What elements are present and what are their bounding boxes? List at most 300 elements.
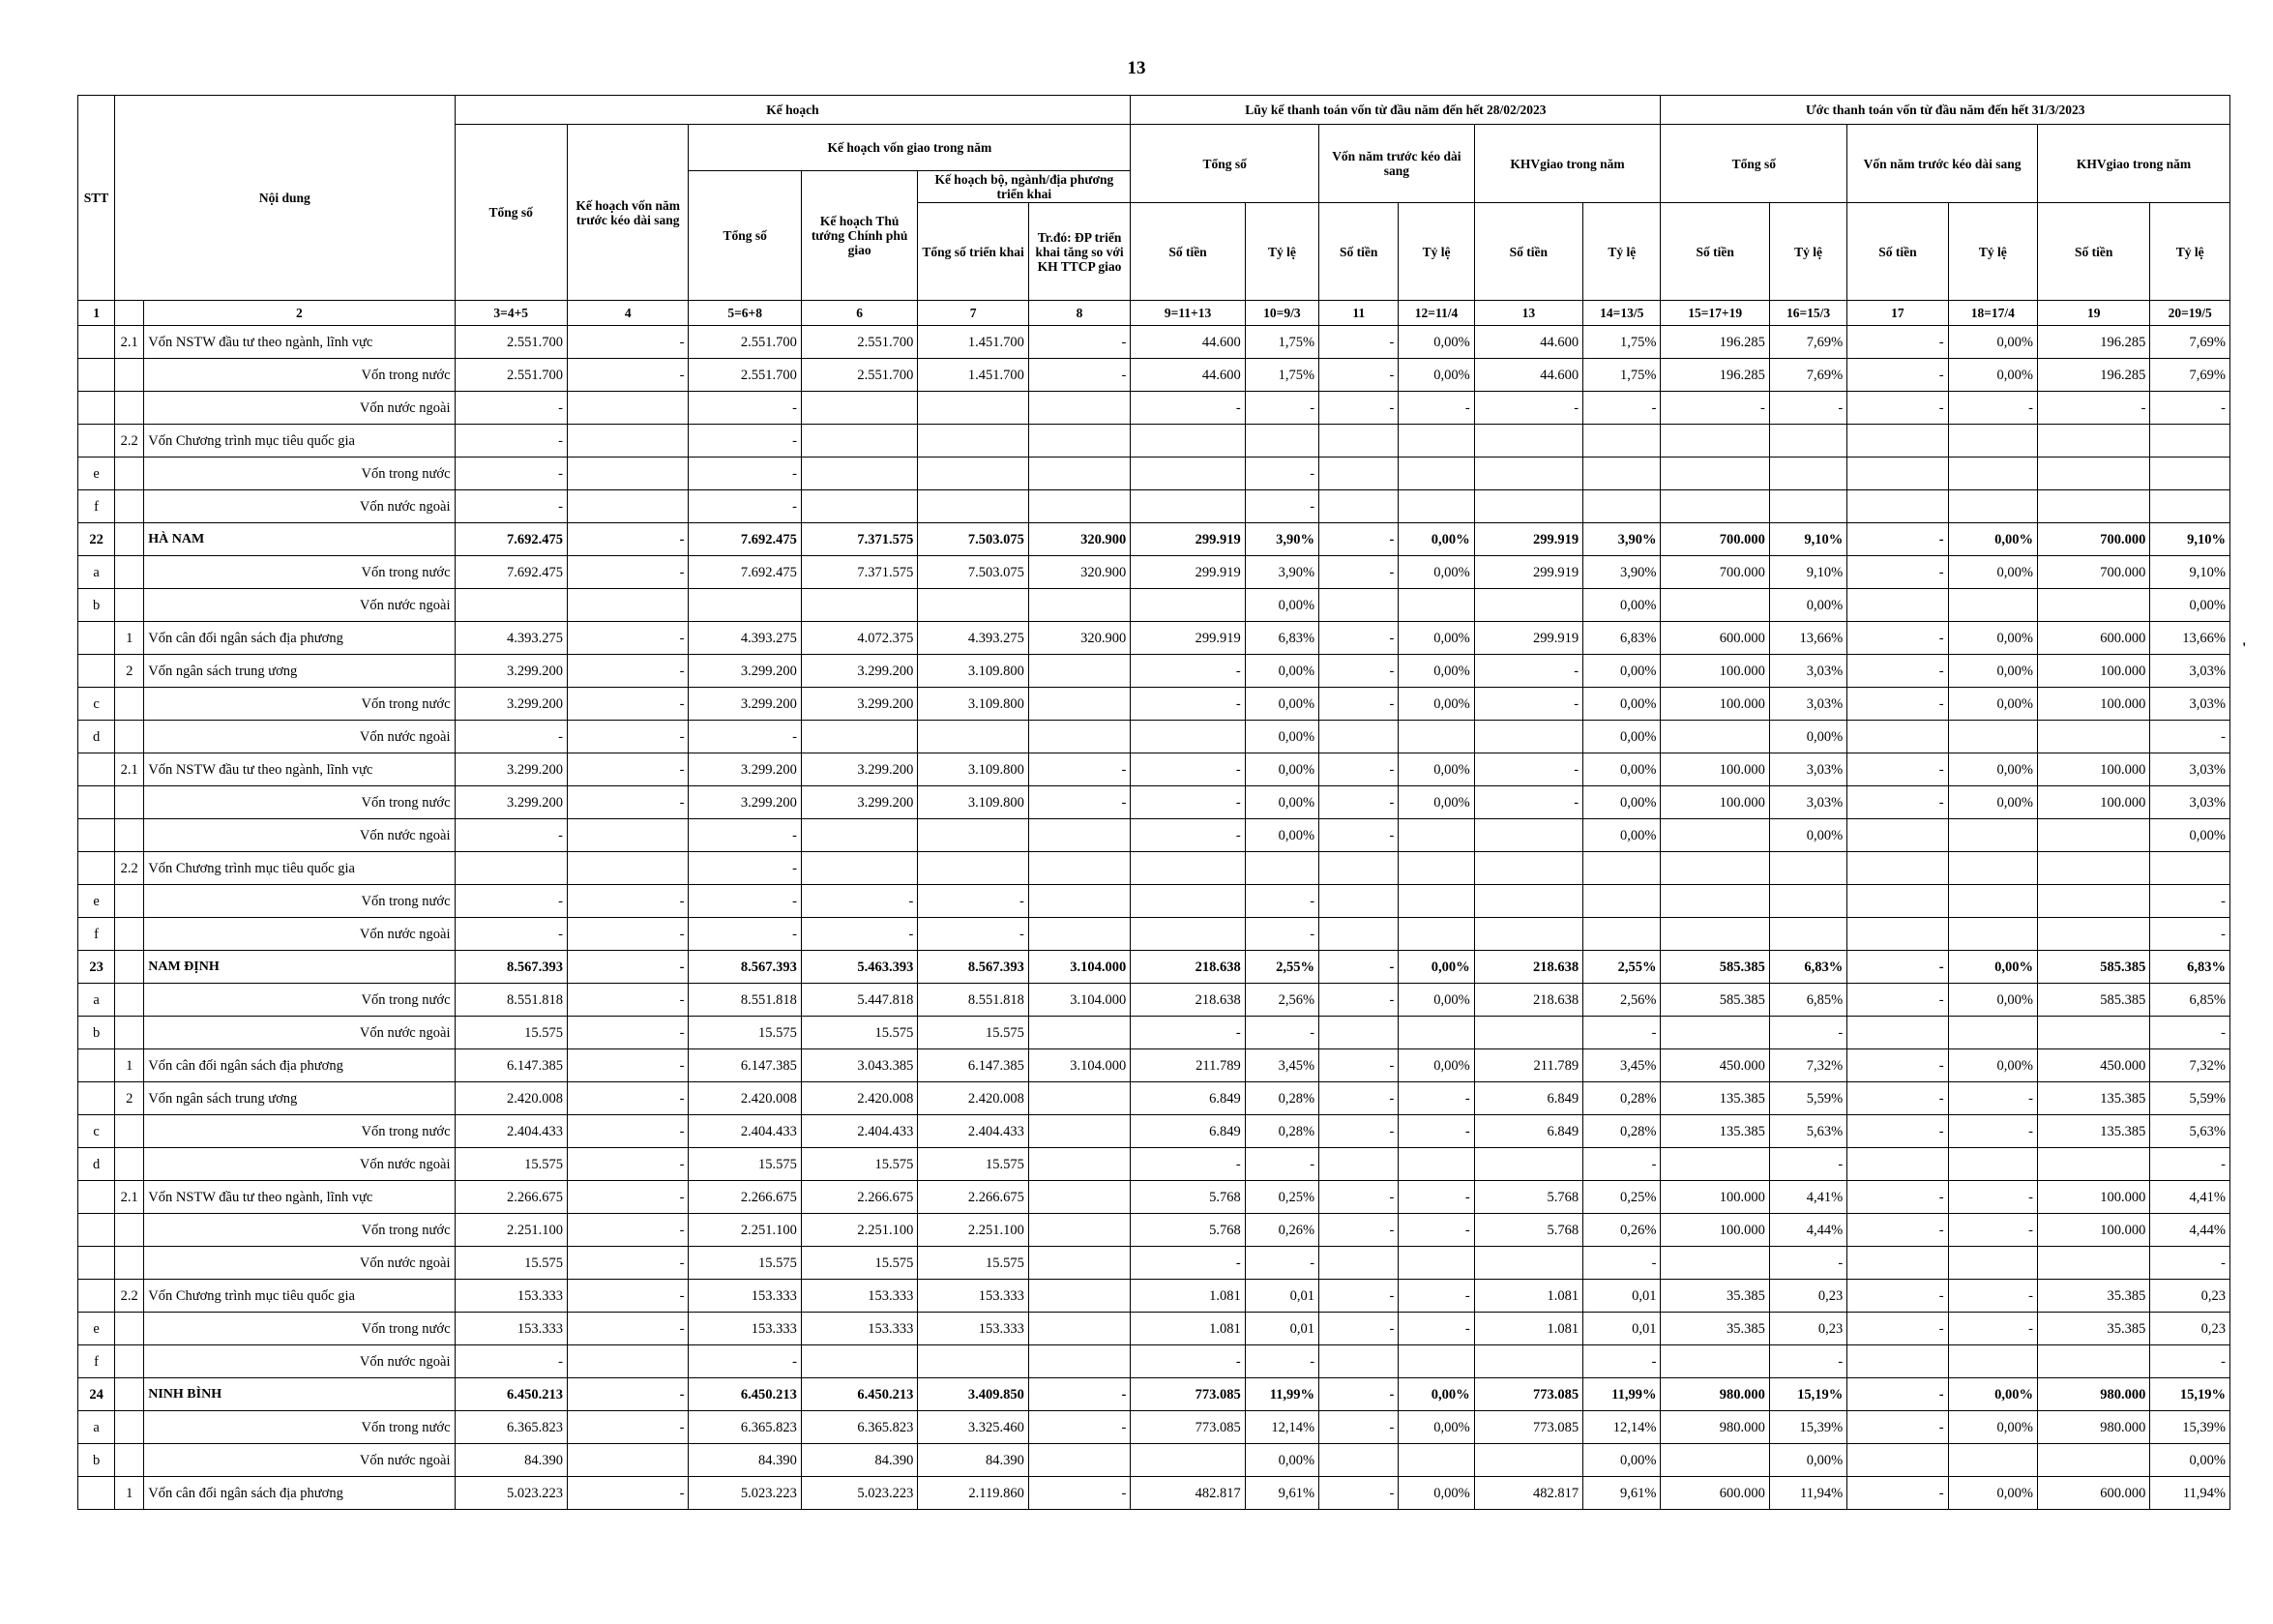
stt-cell xyxy=(78,852,115,885)
value-cell xyxy=(1028,1082,1130,1115)
value-cell: - xyxy=(2150,1148,2230,1181)
value-cell: - xyxy=(567,1411,688,1444)
value-cell: 2.420.008 xyxy=(455,1082,567,1115)
value-cell: - xyxy=(1769,1247,1846,1280)
value-cell: 15,19% xyxy=(2150,1378,2230,1411)
stt-cell xyxy=(78,819,115,852)
value-cell xyxy=(2150,490,2230,523)
value-cell xyxy=(1399,1148,1474,1181)
value-cell: - xyxy=(1319,984,1399,1017)
value-cell: 6.365.823 xyxy=(455,1411,567,1444)
value-cell: - xyxy=(1028,1477,1130,1510)
value-cell: 0,00% xyxy=(1948,1049,2037,1082)
value-cell: 773.085 xyxy=(1131,1411,1245,1444)
value-cell: - xyxy=(1847,1181,1948,1214)
value-cell: - xyxy=(1399,392,1474,425)
value-cell: 7.692.475 xyxy=(689,523,801,556)
table-row xyxy=(78,1247,2230,1280)
value-cell: 2.404.433 xyxy=(689,1115,801,1148)
value-cell: 1,75% xyxy=(1583,359,1661,392)
value-cell xyxy=(1319,1148,1399,1181)
value-cell: 0,00% xyxy=(2150,819,2230,852)
column-index-cell: 7 xyxy=(918,301,1028,326)
province-row xyxy=(78,951,2230,984)
value-cell: 12,14% xyxy=(1245,1411,1318,1444)
value-cell xyxy=(1028,1214,1130,1247)
value-cell: 5.023.223 xyxy=(689,1477,801,1510)
value-cell: 0,00% xyxy=(1245,1444,1318,1477)
value-cell: - xyxy=(689,819,801,852)
value-cell: - xyxy=(567,1378,688,1411)
value-cell: 44.600 xyxy=(1474,326,1582,359)
value-cell: 11,99% xyxy=(1245,1378,1318,1411)
value-cell xyxy=(1399,490,1474,523)
header-kh-von-nam-truoc: Kế hoạch vốn năm trước kéo dài sang xyxy=(567,125,688,301)
stt-cell xyxy=(78,1247,115,1280)
value-cell: - xyxy=(1319,556,1399,589)
content-cell: Vốn trong nước xyxy=(144,556,455,589)
table-row xyxy=(78,1181,2230,1214)
value-cell: - xyxy=(1847,392,1948,425)
value-cell: 4.393.275 xyxy=(918,622,1028,655)
content-cell: Vốn trong nước xyxy=(144,359,455,392)
value-cell: - xyxy=(689,852,801,885)
table-row xyxy=(78,1214,2230,1247)
value-cell: 450.000 xyxy=(1661,1049,1769,1082)
value-cell xyxy=(801,490,917,523)
value-cell: 0,00% xyxy=(1245,819,1318,852)
table-row xyxy=(78,425,2230,458)
table-row xyxy=(78,1444,2230,1477)
table-row xyxy=(78,392,2230,425)
value-cell: 6.147.385 xyxy=(689,1049,801,1082)
stt-cell: 22 xyxy=(78,523,115,556)
value-cell xyxy=(1769,425,1846,458)
content-cell: Vốn nước ngoài xyxy=(144,1345,455,1378)
value-cell xyxy=(918,819,1028,852)
stt-cell xyxy=(78,1049,115,1082)
value-cell: - xyxy=(1847,556,1948,589)
value-cell: 15.575 xyxy=(918,1247,1028,1280)
value-cell xyxy=(1028,1444,1130,1477)
value-cell: 0,00% xyxy=(1399,951,1474,984)
value-cell: - xyxy=(1319,1049,1399,1082)
value-cell: 0,00% xyxy=(1583,589,1661,622)
value-cell: 5,59% xyxy=(1769,1082,1846,1115)
value-cell: 0,00% xyxy=(1245,721,1318,753)
value-cell: - xyxy=(1847,1477,1948,1510)
value-cell xyxy=(801,721,917,753)
content-cell: Vốn ngân sách trung ương xyxy=(144,655,455,688)
value-cell: - xyxy=(1319,786,1399,819)
value-cell: 35.385 xyxy=(1661,1280,1769,1313)
value-cell: 9,61% xyxy=(1583,1477,1661,1510)
value-cell: 100.000 xyxy=(2037,655,2149,688)
value-cell: 3,45% xyxy=(1583,1049,1661,1082)
value-cell xyxy=(1661,490,1769,523)
value-cell: 7,69% xyxy=(1769,359,1846,392)
value-cell: 100.000 xyxy=(1661,655,1769,688)
value-cell xyxy=(1661,458,1769,490)
value-cell xyxy=(1661,1444,1769,1477)
value-cell xyxy=(2037,425,2149,458)
value-cell: 9,10% xyxy=(1769,523,1846,556)
value-cell xyxy=(567,458,688,490)
sub-index-cell xyxy=(115,523,144,556)
value-cell: 6.849 xyxy=(1474,1115,1582,1148)
value-cell: 0,00% xyxy=(1399,1411,1474,1444)
value-cell xyxy=(918,425,1028,458)
value-cell xyxy=(1948,425,2037,458)
sub-index-cell xyxy=(115,918,144,951)
header-uoc-so-tien-2: Số tiền xyxy=(1847,203,1948,301)
header-luy-ke: Lũy kế thanh toán vốn từ đầu năm đến hết 28/02/2023 xyxy=(1131,96,1661,125)
value-cell: - xyxy=(689,1345,801,1378)
value-cell xyxy=(1847,1247,1948,1280)
value-cell: - xyxy=(689,918,801,951)
value-cell: 585.385 xyxy=(2037,951,2149,984)
value-cell: 0,00% xyxy=(1948,951,2037,984)
value-cell: - xyxy=(1131,1345,1245,1378)
header-uoc-von-nam-truoc: Vốn năm trước kéo dài sang xyxy=(1847,125,2038,203)
table-row xyxy=(78,458,2230,490)
value-cell: - xyxy=(1769,392,1846,425)
value-cell: 3,03% xyxy=(1769,753,1846,786)
value-cell: - xyxy=(1399,1115,1474,1148)
value-cell: 2.420.008 xyxy=(689,1082,801,1115)
value-cell: - xyxy=(1474,392,1582,425)
value-cell: 5.023.223 xyxy=(455,1477,567,1510)
value-cell: 0,00% xyxy=(1769,589,1846,622)
value-cell: 2,55% xyxy=(1245,951,1318,984)
value-cell xyxy=(918,721,1028,753)
value-cell xyxy=(1319,852,1399,885)
value-cell xyxy=(1474,589,1582,622)
value-cell: 7,32% xyxy=(1769,1049,1846,1082)
value-cell: - xyxy=(567,951,688,984)
column-index-cell: 12=11/4 xyxy=(1399,301,1474,326)
value-cell xyxy=(1028,1148,1130,1181)
value-cell: - xyxy=(567,556,688,589)
value-cell: 0,00% xyxy=(1399,655,1474,688)
value-cell: - xyxy=(1028,359,1130,392)
value-cell: - xyxy=(2150,721,2230,753)
stt-cell: c xyxy=(78,688,115,721)
value-cell xyxy=(2037,1444,2149,1477)
stt-cell: 24 xyxy=(78,1378,115,1411)
value-cell: 4.393.275 xyxy=(455,622,567,655)
value-cell xyxy=(2037,1247,2149,1280)
value-cell: 0,01 xyxy=(1583,1280,1661,1313)
sub-index-cell xyxy=(115,1345,144,1378)
value-cell xyxy=(918,589,1028,622)
value-cell xyxy=(2037,852,2149,885)
table-row xyxy=(78,655,2230,688)
value-cell xyxy=(1319,918,1399,951)
value-cell: 0,00% xyxy=(2150,1444,2230,1477)
table-row xyxy=(78,1313,2230,1345)
value-cell xyxy=(567,1345,688,1378)
header-uoc-thanh-toan: Ước thanh toán vốn từ đầu năm đến hết 31/3/2023 xyxy=(1661,96,2230,125)
value-cell xyxy=(1948,589,2037,622)
value-cell: 773.085 xyxy=(1474,1378,1582,1411)
stt-cell xyxy=(78,622,115,655)
value-cell xyxy=(1474,852,1582,885)
value-cell: - xyxy=(567,1082,688,1115)
value-cell: 6.450.213 xyxy=(455,1378,567,1411)
value-cell: 1.081 xyxy=(1131,1313,1245,1345)
value-cell: - xyxy=(1847,1082,1948,1115)
value-cell: 1.081 xyxy=(1131,1280,1245,1313)
column-index-cell: 9=11+13 xyxy=(1131,301,1245,326)
value-cell: 8.551.818 xyxy=(689,984,801,1017)
value-cell: 100.000 xyxy=(2037,1181,2149,1214)
value-cell: 15.575 xyxy=(689,1017,801,1049)
sub-index-cell: 2.1 xyxy=(115,326,144,359)
value-cell xyxy=(1399,1444,1474,1477)
value-cell: - xyxy=(567,885,688,918)
value-cell xyxy=(1028,490,1130,523)
table-row xyxy=(78,1115,2230,1148)
value-cell: - xyxy=(689,490,801,523)
value-cell xyxy=(1847,721,1948,753)
header-kh-tong-so: Tổng số xyxy=(455,125,567,301)
value-cell: - xyxy=(567,622,688,655)
value-cell: 153.333 xyxy=(801,1280,917,1313)
value-cell: 3,90% xyxy=(1245,523,1318,556)
value-cell: - xyxy=(1319,1181,1399,1214)
value-cell: 100.000 xyxy=(1661,688,1769,721)
stt-cell: f xyxy=(78,918,115,951)
value-cell: 3.299.200 xyxy=(801,688,917,721)
value-cell: - xyxy=(1474,688,1582,721)
value-cell: 7,69% xyxy=(2150,359,2230,392)
value-cell xyxy=(1399,1017,1474,1049)
sub-index-cell xyxy=(115,1444,144,1477)
value-cell: 585.385 xyxy=(1661,951,1769,984)
value-cell: - xyxy=(1319,688,1399,721)
stt-cell: a xyxy=(78,556,115,589)
value-cell: 84.390 xyxy=(689,1444,801,1477)
sub-index-cell: 1 xyxy=(115,622,144,655)
value-cell: 3.104.000 xyxy=(1028,951,1130,984)
value-cell: 2.266.675 xyxy=(689,1181,801,1214)
table-row xyxy=(78,359,2230,392)
value-cell: 0,00% xyxy=(1583,1444,1661,1477)
value-cell xyxy=(1661,1148,1769,1181)
value-cell xyxy=(2037,885,2149,918)
value-cell: - xyxy=(1399,1313,1474,1345)
value-cell: 7.692.475 xyxy=(455,523,567,556)
value-cell: 3.299.200 xyxy=(455,688,567,721)
value-cell: - xyxy=(1245,1148,1318,1181)
value-cell: 11,94% xyxy=(2150,1477,2230,1510)
header-uoc-khv-giao: KHVgiao trong năm xyxy=(2037,125,2229,203)
value-cell: 0,00% xyxy=(1948,326,2037,359)
value-cell: - xyxy=(1028,1378,1130,1411)
stt-cell: 23 xyxy=(78,951,115,984)
value-cell xyxy=(567,392,688,425)
value-cell xyxy=(1769,458,1846,490)
value-cell: 0,00% xyxy=(1948,786,2037,819)
value-cell: - xyxy=(1131,1017,1245,1049)
value-cell: 15.575 xyxy=(455,1247,567,1280)
value-cell: 7.692.475 xyxy=(689,556,801,589)
value-cell: 5.447.818 xyxy=(801,984,917,1017)
value-cell: 3,03% xyxy=(2150,688,2230,721)
content-cell: NAM ĐỊNH xyxy=(144,951,455,984)
value-cell xyxy=(1399,885,1474,918)
value-cell: - xyxy=(1131,392,1245,425)
value-cell xyxy=(1583,918,1661,951)
value-cell xyxy=(1319,885,1399,918)
value-cell xyxy=(567,1444,688,1477)
header-uoc-ty-le-1: Tỷ lệ xyxy=(1769,203,1846,301)
value-cell: 15.575 xyxy=(689,1148,801,1181)
value-cell: - xyxy=(1769,1017,1846,1049)
value-cell: 2.404.433 xyxy=(918,1115,1028,1148)
value-cell: 1.451.700 xyxy=(918,359,1028,392)
value-cell xyxy=(918,852,1028,885)
value-cell: - xyxy=(918,885,1028,918)
value-cell: 8.551.818 xyxy=(455,984,567,1017)
content-cell: Vốn ngân sách trung ương xyxy=(144,1082,455,1115)
table-row xyxy=(78,490,2230,523)
value-cell xyxy=(1474,721,1582,753)
value-cell xyxy=(1847,490,1948,523)
value-cell: 0,26% xyxy=(1583,1214,1661,1247)
value-cell: 15.575 xyxy=(455,1017,567,1049)
value-cell: - xyxy=(1245,392,1318,425)
value-cell xyxy=(1474,918,1582,951)
value-cell: - xyxy=(1131,1148,1245,1181)
value-cell: 0,00% xyxy=(1769,721,1846,753)
value-cell xyxy=(1245,852,1318,885)
value-cell xyxy=(1131,721,1245,753)
value-cell xyxy=(567,490,688,523)
value-cell: - xyxy=(1847,688,1948,721)
province-row xyxy=(78,523,2230,556)
value-cell xyxy=(689,589,801,622)
value-cell xyxy=(1948,1247,2037,1280)
content-cell: Vốn trong nước xyxy=(144,984,455,1017)
value-cell xyxy=(1474,885,1582,918)
value-cell xyxy=(1948,1444,2037,1477)
value-cell: 2.266.675 xyxy=(801,1181,917,1214)
value-cell: - xyxy=(1245,1345,1318,1378)
content-cell: Vốn nước ngoài xyxy=(144,1247,455,1280)
value-cell: 1,75% xyxy=(1245,326,1318,359)
value-cell: 2.551.700 xyxy=(455,359,567,392)
value-cell: - xyxy=(455,392,567,425)
value-cell: 3,03% xyxy=(1769,786,1846,819)
content-cell: Vốn cân đối ngân sách địa phương xyxy=(144,1477,455,1510)
stt-cell: a xyxy=(78,1411,115,1444)
value-cell xyxy=(1583,852,1661,885)
value-cell: - xyxy=(1319,326,1399,359)
value-cell xyxy=(1847,918,1948,951)
value-cell: - xyxy=(455,490,567,523)
value-cell xyxy=(1661,885,1769,918)
value-cell: 0,00% xyxy=(1399,753,1474,786)
stt-cell: d xyxy=(78,1148,115,1181)
value-cell xyxy=(1028,458,1130,490)
edge-mark: ' xyxy=(2242,640,2247,657)
sub-index-cell: 2.1 xyxy=(115,1181,144,1214)
value-cell: 44.600 xyxy=(1131,326,1245,359)
table-row xyxy=(78,1082,2230,1115)
value-cell: 3.299.200 xyxy=(801,786,917,819)
value-cell: 211.789 xyxy=(1474,1049,1582,1082)
stt-cell xyxy=(78,753,115,786)
value-cell xyxy=(1028,1017,1130,1049)
value-cell: - xyxy=(567,1115,688,1148)
value-cell: 5.768 xyxy=(1131,1181,1245,1214)
value-cell xyxy=(1847,819,1948,852)
header-ke-hoach: Kế hoạch xyxy=(455,96,1131,125)
value-cell: 3.109.800 xyxy=(918,786,1028,819)
stt-cell xyxy=(78,1181,115,1214)
value-cell: - xyxy=(1131,753,1245,786)
value-cell: 1,75% xyxy=(1583,326,1661,359)
value-cell xyxy=(918,392,1028,425)
value-cell: - xyxy=(567,326,688,359)
value-cell xyxy=(1319,721,1399,753)
value-cell xyxy=(1131,1444,1245,1477)
value-cell xyxy=(1319,458,1399,490)
value-cell xyxy=(1399,1345,1474,1378)
header-uoc-ty-le-3: Tỷ lệ xyxy=(2150,203,2230,301)
value-cell: - xyxy=(1948,1313,2037,1345)
value-cell: 0,00% xyxy=(1245,655,1318,688)
value-cell xyxy=(1847,1444,1948,1477)
value-cell: 3.409.850 xyxy=(918,1378,1028,1411)
value-cell xyxy=(1399,852,1474,885)
value-cell: 2.551.700 xyxy=(801,326,917,359)
content-cell: Vốn NSTW đầu tư theo ngành, lĩnh vực xyxy=(144,1181,455,1214)
table-row xyxy=(78,1280,2230,1313)
value-cell: - xyxy=(455,918,567,951)
value-cell xyxy=(1474,1444,1582,1477)
sub-index-cell xyxy=(115,1411,144,1444)
value-cell: 15,39% xyxy=(2150,1411,2230,1444)
sub-index-cell: 2.2 xyxy=(115,852,144,885)
value-cell: - xyxy=(1319,951,1399,984)
stt-cell: f xyxy=(78,1345,115,1378)
value-cell: - xyxy=(689,425,801,458)
value-cell: 7.692.475 xyxy=(455,556,567,589)
value-cell: - xyxy=(2150,1345,2230,1378)
value-cell xyxy=(2037,721,2149,753)
table-row xyxy=(78,1345,2230,1378)
value-cell: - xyxy=(455,819,567,852)
value-cell xyxy=(1661,852,1769,885)
value-cell: - xyxy=(567,918,688,951)
value-cell: 3.109.800 xyxy=(918,753,1028,786)
stt-cell: b xyxy=(78,1444,115,1477)
value-cell: 0,25% xyxy=(1583,1181,1661,1214)
value-cell: 6.365.823 xyxy=(689,1411,801,1444)
table-row xyxy=(78,984,2230,1017)
sub-index-cell xyxy=(115,721,144,753)
value-cell xyxy=(1847,1345,1948,1378)
stt-cell: e xyxy=(78,458,115,490)
value-cell: - xyxy=(1399,1082,1474,1115)
value-cell: 3.104.000 xyxy=(1028,984,1130,1017)
value-cell: 5,63% xyxy=(1769,1115,1846,1148)
value-cell xyxy=(1769,918,1846,951)
header-noi-dung: Nội dung xyxy=(115,96,455,301)
